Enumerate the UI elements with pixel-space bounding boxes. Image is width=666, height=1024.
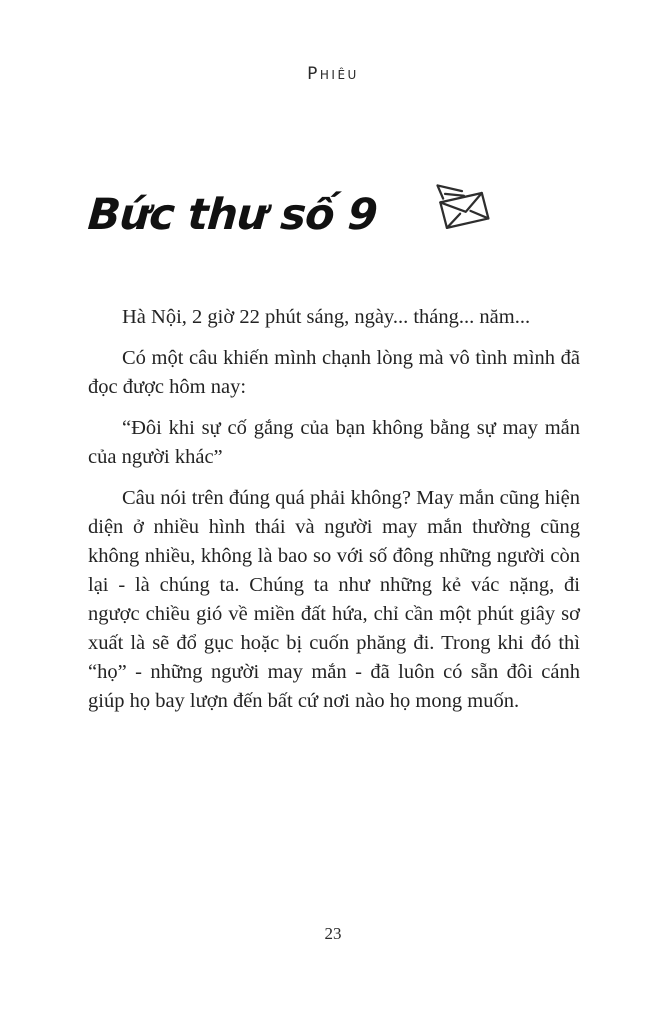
chapter-title: Bức thư số 9	[86, 190, 379, 240]
chapter-title-row	[88, 186, 596, 244]
paragraph-dateline: Hà Nội, 2 giờ 22 phút sáng, ngày... tháng... năm...	[122, 306, 531, 328]
envelope-icon	[429, 180, 495, 238]
running-header: Phiêu	[307, 64, 359, 84]
paragraph-quote: “Đôi khi sự cố gắng của bạn không bằng sự may mắn của người khác”	[88, 417, 580, 468]
page-number: 23	[324, 924, 342, 943]
paragraph-main: Câu nói trên đúng quá phải không? May mắn cũng hiện diện ở nhiều hình thái và người may mắn thường cũng không nhiều, không là bao so với số đông những người còn lại - là chúng ta. Chúng ta như những kẻ vác nặng, đi ngược chiều gió về miền đất hứa, chỉ cần một phút giây sơ xuất là sẽ đổ gục hoặc bị cuốn phăng đi. Trong khi đó thì “họ” - những người may mắn - đã luôn có sẵn đôi cánh giúp họ bay lượn đến bất cứ nơi nào họ mong muốn.	[88, 487, 580, 712]
body-text	[88, 303, 580, 728]
paragraph-intro: Có một câu khiến mình chạnh lòng mà vô tình mình đã đọc được hôm nay:	[88, 347, 580, 398]
